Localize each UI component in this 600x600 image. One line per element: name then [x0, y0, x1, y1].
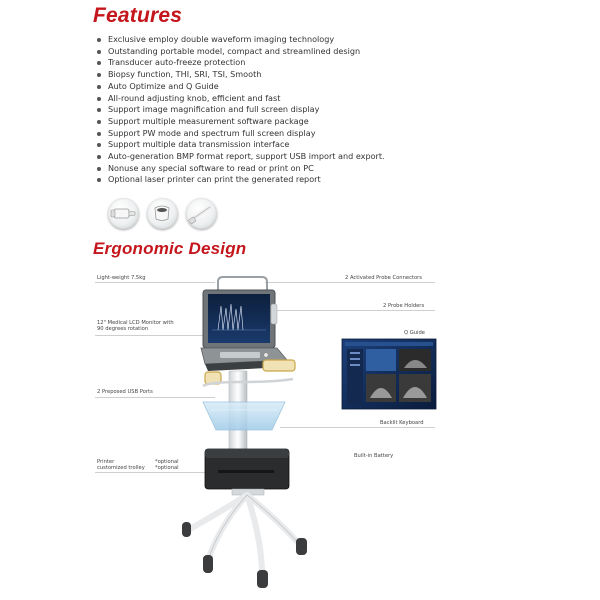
- ergonomic-heading: Ergonomic Design: [93, 239, 247, 258]
- feature-item: All-round adjusting knob, efficient and fast: [96, 93, 385, 105]
- optional-note-1: *optional: [155, 459, 179, 465]
- optional-note-2: *optional: [155, 465, 179, 471]
- feature-item: Support multiple data transmission interface: [96, 139, 385, 151]
- feature-item: Support multiple measurement software package: [96, 116, 385, 128]
- probe-connectors-callout: 2 Activated Probe Connectors: [345, 275, 422, 281]
- feature-item: Support PW mode and spectrum full screen display: [96, 128, 385, 140]
- trolley-callout: customized trolley: [97, 465, 145, 471]
- feature-item: Auto-generation BMP format report, support USB import and export.: [96, 151, 385, 163]
- monitor-screen: [208, 294, 270, 343]
- monitor-callout-line2: 90 degrees rotation: [97, 326, 149, 332]
- q-guide-callout: Q Guide: [404, 330, 425, 336]
- monitor-callout-line1: 12" Medical LCD Monitor with: [97, 320, 174, 326]
- feature-item: Transducer auto-freeze protection: [96, 57, 385, 69]
- feature-item: Nonuse any special software to read or print on PC: [96, 163, 385, 175]
- monitor: [203, 290, 275, 348]
- features-heading: Features: [93, 4, 183, 27]
- battery-callout: Built-in Battery: [354, 453, 394, 459]
- feature-item: Exclusive employ double waveform imaging technology: [96, 34, 385, 46]
- feature-item: Optional laser printer can print the generated report: [96, 174, 385, 186]
- feature-item: Biopsy function, THI, SRI, TSI, Smooth: [96, 69, 385, 81]
- feature-item: Outstanding portable model, compact and streamlined design: [96, 46, 385, 58]
- feature-item: Auto Optimize and Q Guide: [96, 81, 385, 93]
- q-guide-screenshot: [342, 339, 436, 409]
- storage-basket: [203, 402, 285, 430]
- printer: [205, 449, 289, 495]
- feature-item: Support image magnification and full screen display: [96, 104, 385, 116]
- weight-callout: Light-weight 7.5kg: [97, 275, 146, 281]
- probe-holders-callout: 2 Probe Holders: [383, 303, 425, 309]
- usb-callout: 2 Preposed USB Ports: [97, 389, 153, 395]
- printer-callout: Printer: [97, 459, 115, 465]
- keyboard-callout: Backlit Keyboard: [380, 420, 424, 426]
